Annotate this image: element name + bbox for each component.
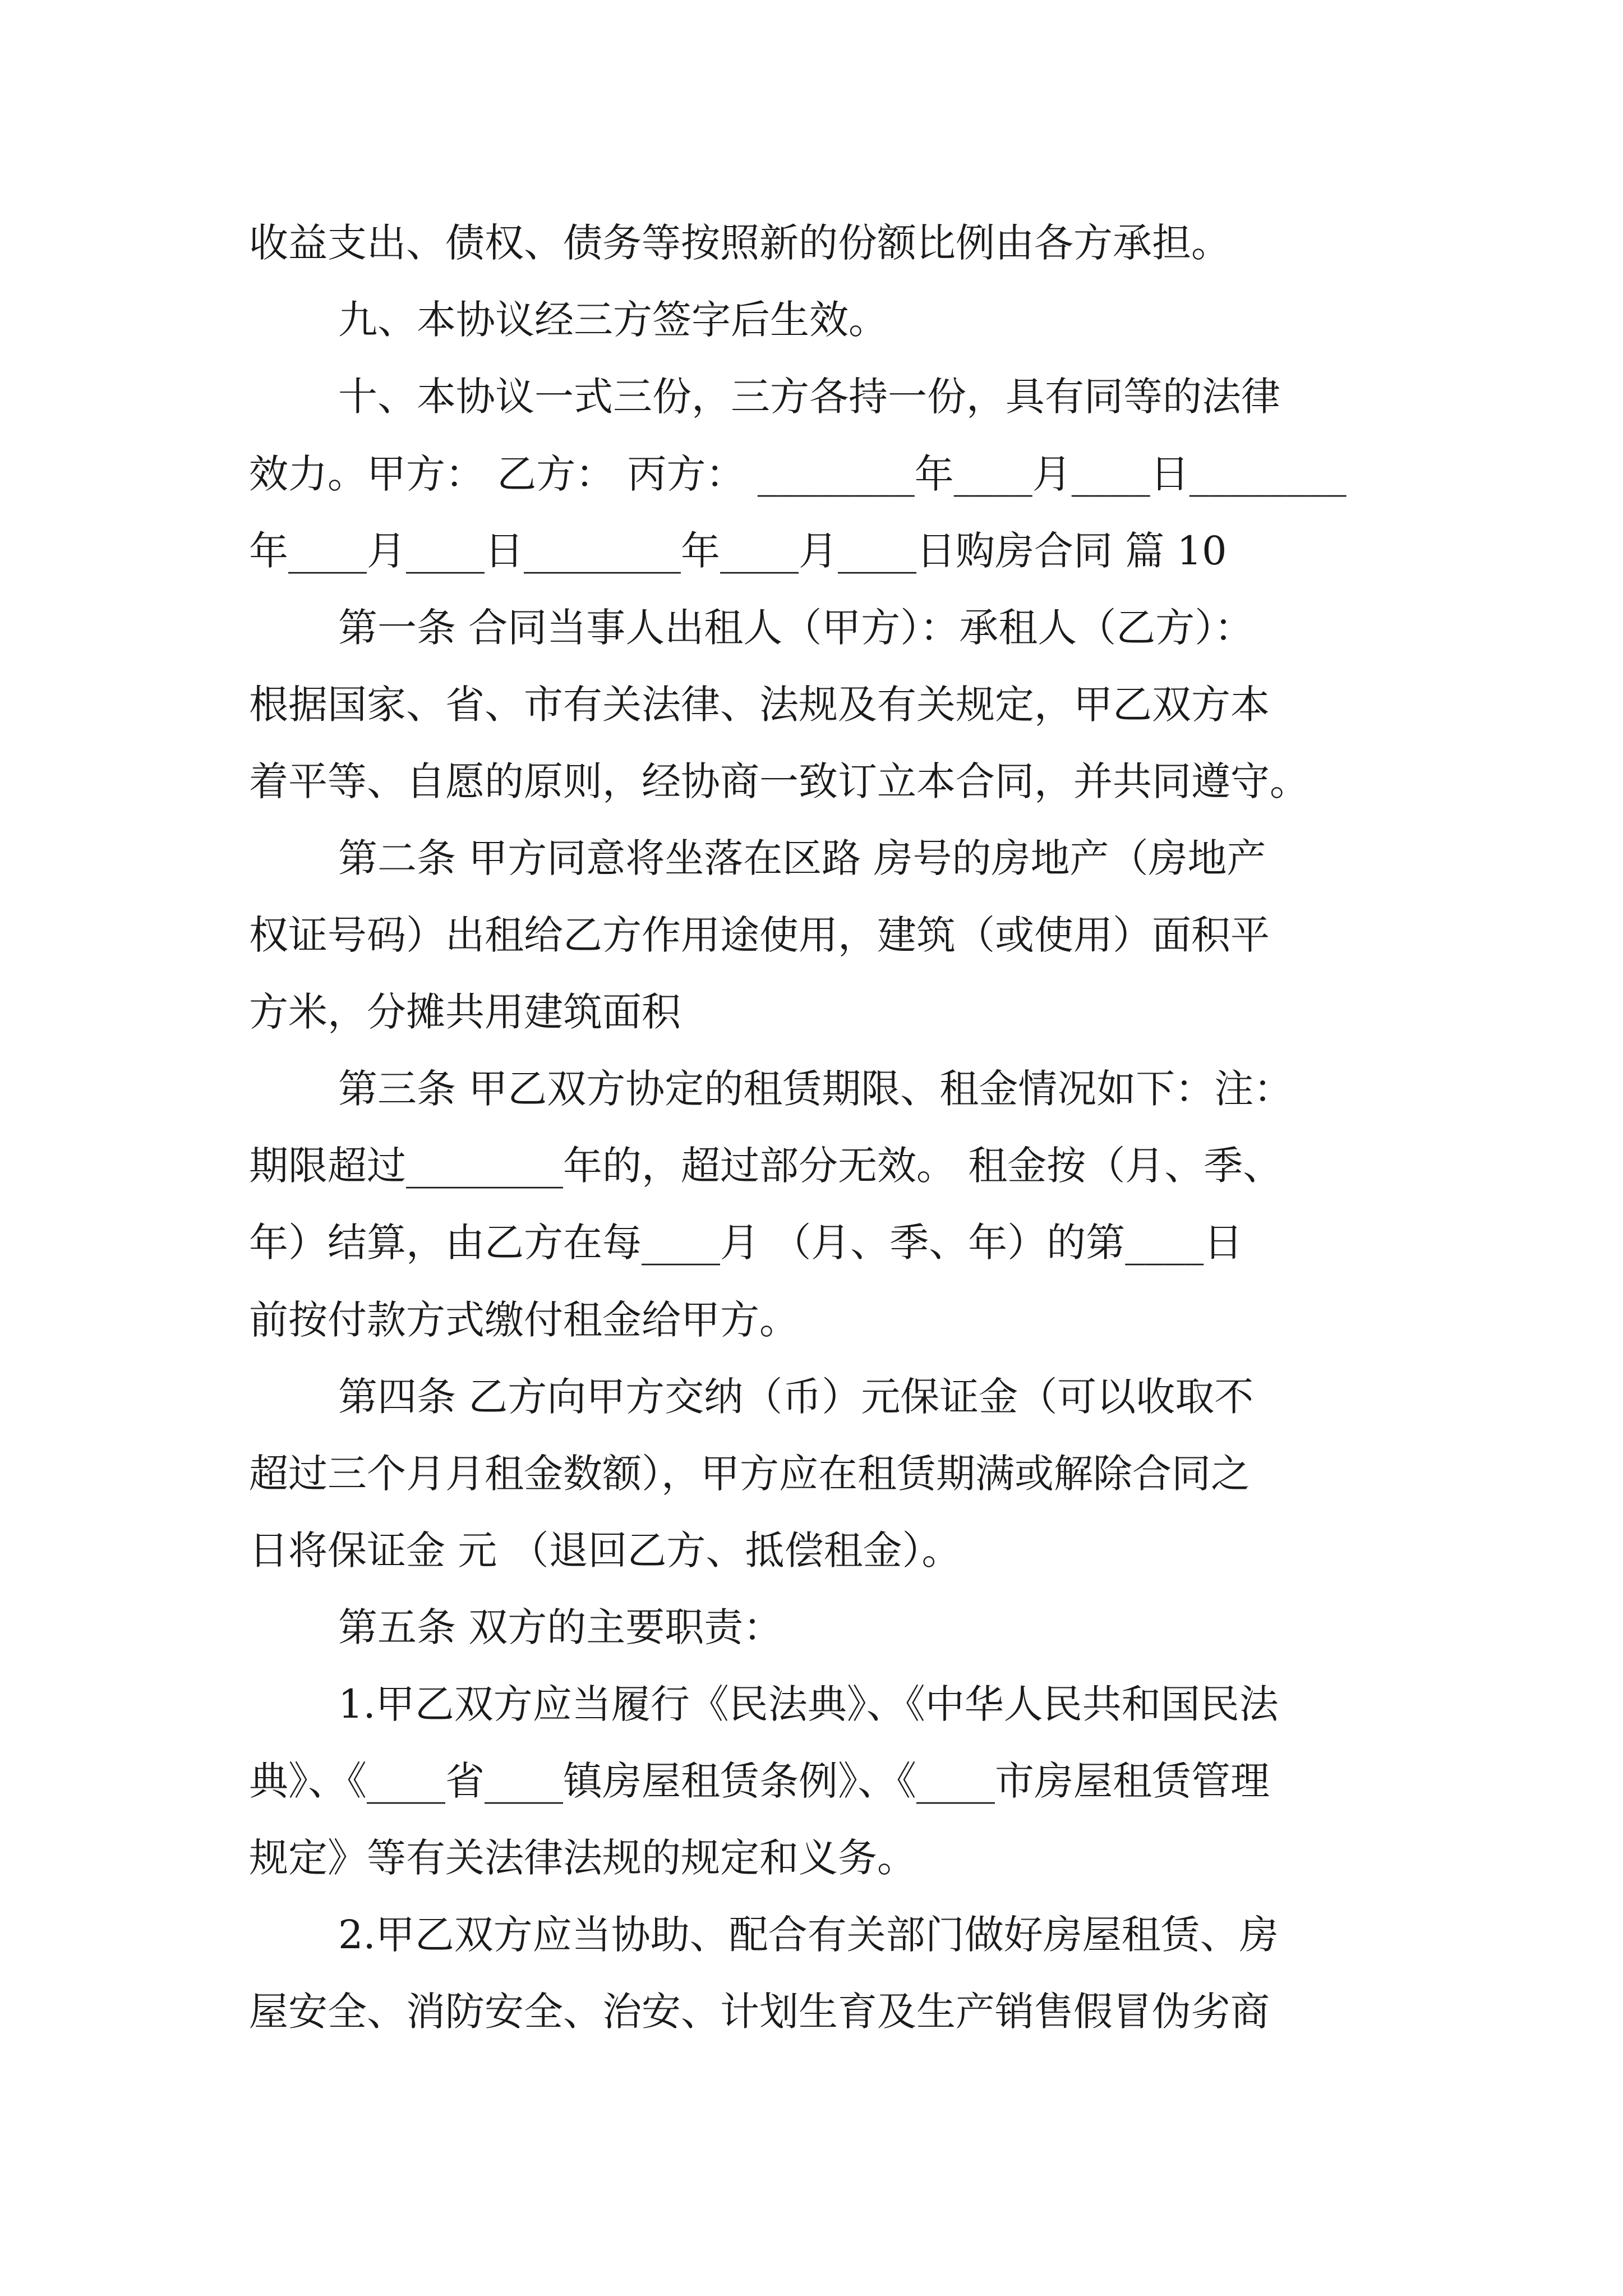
- paragraph-line: 方米，分摊共用建筑面积: [249, 989, 681, 1035]
- paragraph-line: 日将保证金 元 （退回乙方、抵偿租金）。: [249, 1527, 961, 1573]
- paragraph-line: 2.甲乙双方应当协助、配合有关部门做好房屋租赁、房: [338, 1912, 1279, 1958]
- paragraph-line: 年）结算，由乙方在每____月 （月、季、年）的第____日: [249, 1220, 1243, 1266]
- paragraph-line: 典》、《____省____镇房屋租赁条例》、《____市房屋租赁管理: [249, 1758, 1270, 1804]
- paragraph-line: 着平等、自愿的原则，经协商一致订立本合同，并共同遵守。: [249, 758, 1309, 804]
- paragraph-line: 期限超过________年的，超过部分无效。 租金按（月、季、: [249, 1143, 1283, 1189]
- paragraph-line: 第一条 合同当事人出租人（甲方）：承租人（乙方）：: [338, 605, 1254, 651]
- paragraph-line: 屋安全、消防安全、治安、计划生育及生产销售假冒伪劣商: [249, 1989, 1270, 2035]
- paragraph-line: 第三条 甲乙双方协定的租赁期限、租金情况如下：注：: [338, 1066, 1293, 1112]
- paragraph-line: 前按付款方式缴付租金给甲方。: [249, 1297, 799, 1343]
- paragraph-line: 九、本协议经三方签字后生效。: [338, 297, 888, 343]
- paragraph-line: 效力。甲方： 乙方： 丙方： ________年____月____日________: [249, 451, 1347, 497]
- paragraph-line: 收益支出、债权、债务等按照新的份额比例由各方承担。: [249, 220, 1230, 266]
- paragraph-line: 第四条 乙方向甲方交纳（币）元保证金（可以收取不: [338, 1374, 1254, 1420]
- paragraph-line: 规定》等有关法律法规的规定和义务。: [249, 1835, 916, 1881]
- paragraph-line: 根据国家、省、市有关法律、法规及有关规定，甲乙双方本: [249, 682, 1270, 728]
- paragraph-line: 超过三个月月租金数额），甲方应在租赁期满或解除合同之: [249, 1451, 1250, 1497]
- paragraph-line: 第五条 双方的主要职责：: [338, 1604, 783, 1650]
- paragraph-line: 十、本协议一式三份，三方各持一份，具有同等的法律: [338, 374, 1280, 420]
- paragraph-line: 权证号码）出租给乙方作用途使用，建筑（或使用）面积平: [249, 912, 1270, 958]
- paragraph-line: 1.甲乙双方应当履行《民法典》、《中华人民共和国民法: [338, 1681, 1279, 1727]
- paragraph-line: 年____月____日________年____月____日购房合同 篇 10: [249, 528, 1227, 574]
- paragraph-line: 第二条 甲方同意将坐落在区路 房号的房地产（房地产: [338, 835, 1266, 881]
